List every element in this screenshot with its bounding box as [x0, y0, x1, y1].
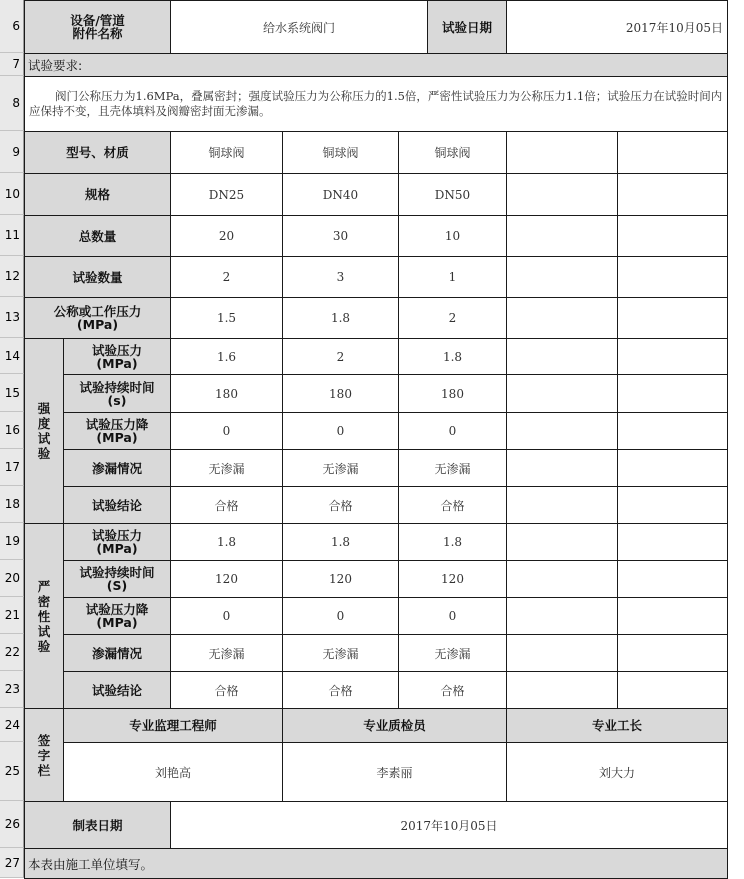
row-header[interactable]: 24: [0, 708, 24, 742]
value-cell[interactable]: [617, 412, 728, 450]
row-label: 规格: [24, 173, 171, 216]
value-cell[interactable]: 180: [398, 374, 507, 413]
row-label: 试验压力 (MPa): [63, 338, 171, 375]
row-header[interactable]: 18: [0, 486, 24, 523]
value-cell[interactable]: [617, 560, 728, 598]
row-label: 试验数量: [24, 256, 171, 298]
signature-group-label: 签 字 栏: [24, 708, 64, 802]
value-cell[interactable]: 1.8: [282, 523, 399, 561]
value-cell[interactable]: [506, 486, 618, 524]
row-header[interactable]: 9: [0, 131, 24, 173]
made-date-label: 制表日期: [24, 801, 171, 849]
value-cell[interactable]: [506, 634, 618, 672]
value-cell[interactable]: 0: [170, 412, 283, 450]
test-date-label: 试验日期: [427, 0, 507, 54]
test-date-value[interactable]: 2017年10月05日: [506, 0, 728, 54]
row-label: 试验压力 (MPa): [63, 523, 171, 561]
row-header[interactable]: 27: [0, 848, 24, 878]
signature-role: 专业质检员: [282, 708, 507, 743]
value-cell[interactable]: 无渗漏: [398, 449, 507, 487]
value-cell[interactable]: [617, 297, 728, 339]
value-cell[interactable]: 合格: [170, 671, 283, 709]
value-cell[interactable]: [617, 523, 728, 561]
row-label: 试验结论: [63, 671, 171, 709]
row-header[interactable]: 13: [0, 297, 24, 338]
value-cell[interactable]: 无渗漏: [398, 634, 507, 672]
value-cell[interactable]: 1.8: [170, 523, 283, 561]
value-cell[interactable]: 合格: [282, 671, 399, 709]
value-cell[interactable]: 1.8: [398, 338, 507, 375]
value-cell[interactable]: 0: [398, 412, 507, 450]
row-label: 试验结论: [63, 486, 171, 524]
value-cell[interactable]: [617, 597, 728, 635]
value-cell[interactable]: 30: [282, 215, 399, 257]
value-cell[interactable]: 1.8: [398, 523, 507, 561]
row-header[interactable]: 7: [0, 53, 24, 76]
value-cell[interactable]: DN50: [398, 173, 507, 216]
value-cell[interactable]: 1: [398, 256, 507, 298]
footer-note: 本表由施工单位填写。: [24, 848, 728, 879]
value-cell[interactable]: [617, 131, 728, 174]
value-cell[interactable]: [506, 671, 618, 709]
value-cell[interactable]: 无渗漏: [170, 634, 283, 672]
row-header[interactable]: 26: [0, 801, 24, 848]
value-cell[interactable]: 合格: [170, 486, 283, 524]
value-cell[interactable]: [506, 338, 618, 375]
value-cell[interactable]: [506, 215, 618, 257]
row-label: 试验持续时间 (s): [63, 374, 171, 413]
row-label: 渗漏情况: [63, 449, 171, 487]
row-label: 试验压力降 (MPa): [63, 412, 171, 450]
value-cell[interactable]: [506, 131, 618, 174]
value-cell[interactable]: [506, 256, 618, 298]
row-header[interactable]: 16: [0, 412, 24, 449]
value-cell[interactable]: [506, 412, 618, 450]
value-cell[interactable]: [506, 597, 618, 635]
row-label: 渗漏情况: [63, 634, 171, 672]
value-cell[interactable]: 120: [170, 560, 283, 598]
value-cell[interactable]: 0: [398, 597, 507, 635]
value-cell[interactable]: 铜球阀: [398, 131, 507, 174]
value-cell[interactable]: [506, 173, 618, 216]
row-header[interactable]: 20: [0, 560, 24, 597]
row-header[interactable]: 15: [0, 374, 24, 412]
row-header[interactable]: 21: [0, 597, 24, 634]
value-cell[interactable]: [617, 449, 728, 487]
value-cell[interactable]: 3: [282, 256, 399, 298]
row-label: 公称或工作压力 (MPa): [24, 297, 171, 339]
value-cell[interactable]: [617, 634, 728, 672]
value-cell[interactable]: 180: [282, 374, 399, 413]
test-requirement-label: 试验要求:: [24, 53, 728, 77]
signature-name[interactable]: 刘艳高: [63, 742, 283, 802]
row-header[interactable]: 25: [0, 742, 24, 801]
signature-name[interactable]: 刘大力: [506, 742, 728, 802]
value-cell[interactable]: [617, 338, 728, 375]
row-header[interactable]: 12: [0, 256, 24, 297]
value-cell[interactable]: 0: [170, 597, 283, 635]
row-label: 试验持续时间 (S): [63, 560, 171, 598]
signature-role: 专业工长: [506, 708, 728, 743]
value-cell[interactable]: [617, 671, 728, 709]
value-cell[interactable]: [617, 486, 728, 524]
row-header[interactable]: 8: [0, 76, 24, 131]
value-cell[interactable]: 10: [398, 215, 507, 257]
value-cell[interactable]: 铜球阀: [282, 131, 399, 174]
row-header[interactable]: 10: [0, 173, 24, 215]
row-header[interactable]: 6: [0, 0, 24, 53]
tightness-test-group-label: 严 密 性 试 验: [24, 523, 64, 709]
value-cell[interactable]: 120: [282, 560, 399, 598]
value-cell[interactable]: 无渗漏: [282, 449, 399, 487]
value-cell[interactable]: 合格: [282, 486, 399, 524]
value-cell[interactable]: 2: [398, 297, 507, 339]
value-cell[interactable]: [617, 256, 728, 298]
row-label: 试验压力降 (MPa): [63, 597, 171, 635]
value-cell[interactable]: 1.5: [170, 297, 283, 339]
value-cell[interactable]: 无渗漏: [282, 634, 399, 672]
value-cell[interactable]: 120: [398, 560, 507, 598]
value-cell[interactable]: 180: [170, 374, 283, 413]
value-cell[interactable]: 合格: [398, 486, 507, 524]
value-cell[interactable]: [506, 449, 618, 487]
value-cell[interactable]: DN25: [170, 173, 283, 216]
row-label: 型号、材质: [24, 131, 171, 174]
row-header[interactable]: 22: [0, 634, 24, 671]
value-cell[interactable]: 1.8: [282, 297, 399, 339]
value-cell[interactable]: 1.6: [170, 338, 283, 375]
value-cell[interactable]: [617, 215, 728, 257]
signature-role: 专业监理工程师: [63, 708, 283, 743]
row-label: 总数量: [24, 215, 171, 257]
row-header[interactable]: 11: [0, 215, 24, 256]
value-cell[interactable]: 0: [282, 412, 399, 450]
value-cell[interactable]: [617, 173, 728, 216]
value-cell[interactable]: 0: [282, 597, 399, 635]
row-header[interactable]: 17: [0, 449, 24, 486]
row-header[interactable]: 14: [0, 338, 24, 374]
row-header[interactable]: 23: [0, 671, 24, 708]
made-date-value[interactable]: 2017年10月05日: [170, 801, 728, 849]
value-cell[interactable]: 合格: [398, 671, 507, 709]
strength-test-group-label: 强 度 试 验: [24, 338, 64, 524]
value-cell[interactable]: 铜球阀: [170, 131, 283, 174]
value-cell[interactable]: [506, 560, 618, 598]
row-header[interactable]: 19: [0, 523, 24, 560]
value-cell[interactable]: 无渗漏: [170, 449, 283, 487]
signature-name[interactable]: 李素丽: [282, 742, 507, 802]
value-cell[interactable]: [506, 297, 618, 339]
value-cell[interactable]: [506, 523, 618, 561]
device-name-label: 设备/管道 附件名称: [24, 0, 171, 54]
value-cell[interactable]: 2: [282, 338, 399, 375]
value-cell[interactable]: 20: [170, 215, 283, 257]
value-cell[interactable]: [617, 374, 728, 413]
device-name-value[interactable]: 给水系统阀门: [170, 0, 428, 54]
value-cell[interactable]: DN40: [282, 173, 399, 216]
value-cell[interactable]: [506, 374, 618, 413]
test-requirement-text[interactable]: 阀门公称压力为1.6MPa，叠属密封；强度试验压力为公称压力的1.5倍，严密性试验压力为公称压力1.1倍；试验压力在试验时间内应保持不变，且壳体填料及阀瓣密封面无渗漏。: [24, 76, 728, 132]
value-cell[interactable]: 2: [170, 256, 283, 298]
